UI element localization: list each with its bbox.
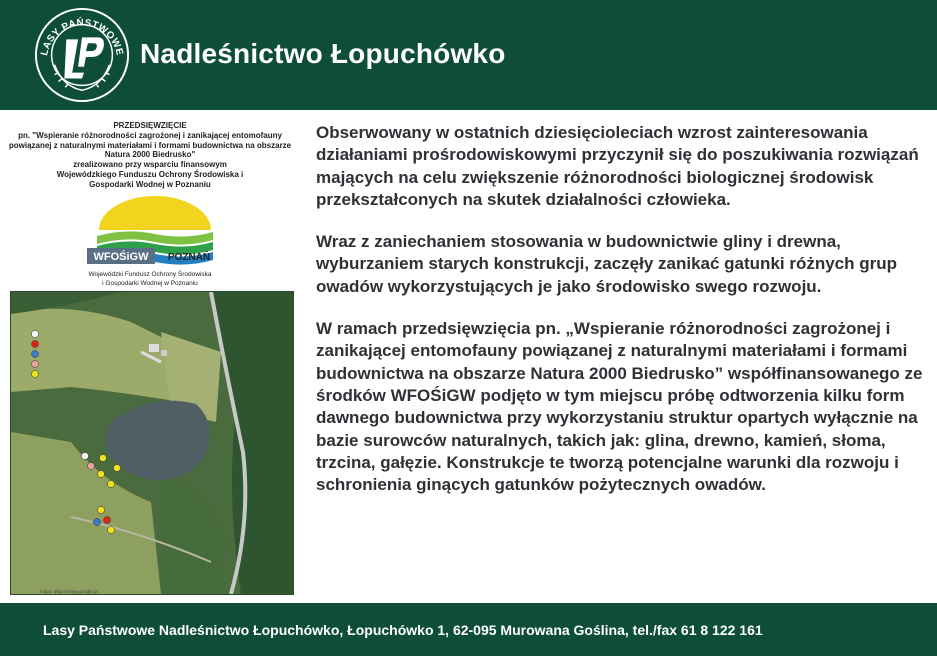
project-name: pn. "Wspieranie różnorodności zagrożonej i zanikającej entomofauny powiązanej z naturalnymi materiałami i formami budownictwa na obszarze Natura 2000 Biedrusko" [8,130,292,160]
paragraph-1: Obserwowany w ostatnich dziesięcioleciach wzrost zainteresowania działaniami prośrodowiskowymi przyczynił się do poszukiwania rozwiązań mających na celu zwiększenie różnorodności biologicznej środowisk przekształconych na skutek działalności człowieka. [316,123,919,209]
wfos-city: POZNAŃ [167,252,211,263]
wfos-subtitle-line1: Wojewódzki Fundusz Ochrony Środowiska [88,271,212,278]
wfos-subtitle [0,270,300,288]
project-support: zrealizowano przy wsparciu finansowym Wojewódzkiego Funduszu Ochrony Środowiska i Gospodarki Wodnej w Poznaniu [56,160,244,189]
wfos-brand: WFOŚiGW [93,251,149,263]
wfos-subtitle-line2: i Gospodarki Wodnej w Poznaniu [102,280,198,287]
page-title: Nadleśnictwo Łopuchówko [140,38,506,69]
paragraph-2: Wraz z zaniechaniem stosowania w budownictwie gliny i drewna, wyburzaniem starych konstrukcji, zaczęły zanikać gatunki różnych grup owadów wykorzystujących je jako środowisko swego rozwoju. [316,232,898,296]
lasy-panstwowe-logo [33,6,131,104]
footer-bar [0,603,937,656]
aerial-map [10,291,294,595]
main-text [316,122,931,516]
project-info [0,121,300,190]
project-heading: PRZEDSIĘWZIĘCIE [113,121,187,130]
map-credit: mapa: https://mapy.google.pl [40,589,98,594]
logo-text: LASY PAŃSTWOWE [39,17,125,57]
header-bar [0,0,937,110]
aerial-map-image [11,292,293,594]
paragraph-3: W ramach przedsięwzięcia pn. „Wspieranie różnorodności zagrożonej i zanikającej entomofauny powiązanej z naturalnymi materiałami i formami budownictwa na obszarze Natura 2000 Biedrusko” współfinansowanego ze środków WFOŚiGW podjęto w tym miejscu próbę odtworzenia kilku form dawnego budownictwa przy wykorzystaniu struktur opartych wyłącznie na bazie surowców naturalnych, takich jak: glina, drewno, kamień, słoma, trzcina, gałęzie. Konstrukcje te tworzą potencjalne warunki dla rozwoju i schronienia ginących gatunków pożytecznych owadów. [316,319,923,495]
footer-contact: Lasy Państwowe Nadleśnictwo Łopuchówko, Łopuchówko 1, 62-095 Murowana Goślina, tel./fax 61 8 122 161 [43,622,763,638]
